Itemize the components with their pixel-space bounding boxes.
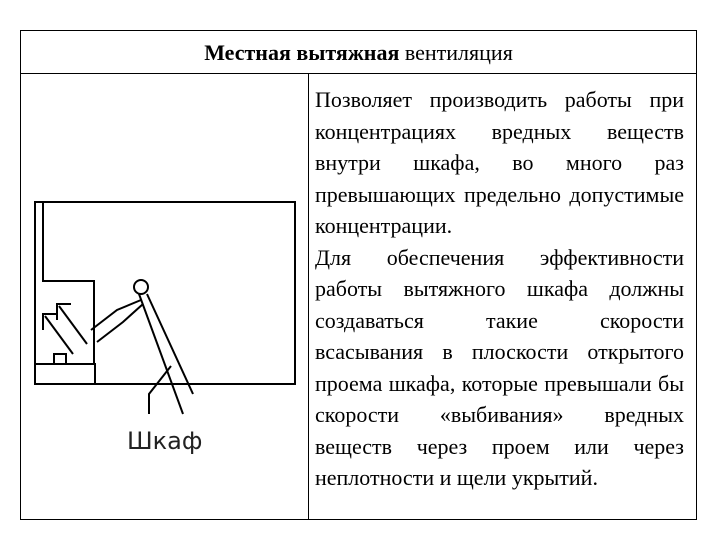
airflow-arrows-icon <box>43 304 87 354</box>
figure-cell <box>21 74 309 519</box>
text-cell <box>309 74 696 519</box>
paragraph-1: Позволяет производить работы при концентрациях вредных веществ внутри шкафа, во много раз превышающих предельно допустимые концентрации. <box>315 87 684 238</box>
fume-hood-illustration <box>21 74 309 521</box>
vessel <box>54 354 66 364</box>
title-bold: Местная вытяжная <box>204 40 400 65</box>
figure-caption: Шкаф <box>127 427 203 455</box>
hood-baffle <box>43 202 94 364</box>
worker-figure-icon <box>91 280 193 414</box>
content-table <box>20 30 697 520</box>
title-rest: вентиляция <box>399 40 513 65</box>
work-surface <box>35 364 95 384</box>
paragraph-2: Для обеспечения эффективности работы вытяжного шкафа должны создаваться такие скорости всасывания в плоскости открытого проема шкафа, которые превышали бы скорости «выбивания» вредных веществ через проем или через неплотности и щели укрытий. <box>315 244 684 490</box>
page-title <box>21 31 696 74</box>
hood-frame <box>35 202 295 384</box>
